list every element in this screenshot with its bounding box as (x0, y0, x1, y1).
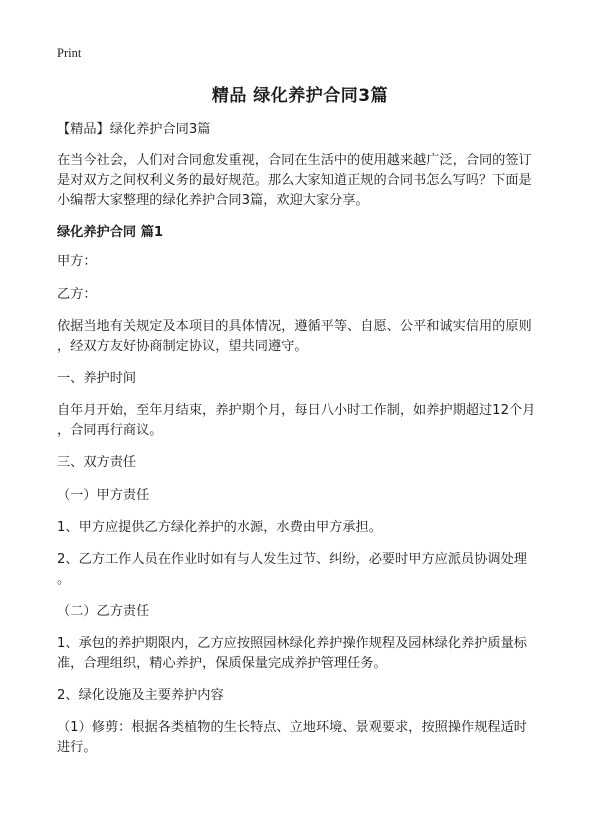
heading-party-a-resp: （一）甲方责任 (57, 488, 150, 503)
party-a-label: 甲方： (57, 254, 97, 269)
heading-period: 一、养护时间 (57, 371, 137, 386)
party-a-item-1: 1、甲方应提供乙方绿化养护的水源，水费由甲方承担。 (57, 520, 382, 535)
basis-line: 依据当地有关规定及本项目的具体情况，遵循平等、自愿、公平和诚实信用的原则 (57, 319, 532, 334)
period-line: ，合同再行商议。 (57, 423, 163, 438)
subtitle: 【精品】绿化养护合同3篇 (57, 122, 211, 137)
basis-line: ，经双方友好协商制定协议，望共同遵守。 (57, 339, 308, 354)
heading-responsibility: 三、双方责任 (57, 455, 137, 470)
item-line: 准，合理组织，精心养护，保质保量完成养护管理任务。 (57, 656, 387, 671)
party-b-label: 乙方： (57, 287, 97, 302)
item-line: 进行。 (57, 740, 97, 755)
item-line: 。 (57, 572, 71, 587)
period-line: 自年月开始，至年月结束，养护期个月，每日八小时工作制，如养护期超过12个月 (57, 403, 536, 418)
page-title: 精品 绿化养护合同3篇 (211, 86, 389, 106)
print-label: Print (57, 46, 82, 60)
intro-line: 小编帮大家整理的绿化养护合同3篇，欢迎大家分享。 (57, 193, 369, 208)
party-b-item-2: 2、绿化设施及主要养护内容 (57, 688, 224, 703)
item-line: 1、承包的养护期限内，乙方应按照园林绿化养护操作规程及园林绿化养护质量标 (57, 636, 527, 651)
intro-line: 在当今社会，人们对合同愈发重视，合同在生活中的使用越来越广泛，合同的签订 (57, 153, 532, 168)
intro-line: 是对双方之间权利义务的最好规范。那么大家知道正规的合同书怎么写吗？下面是 (57, 173, 532, 188)
item-line: （1）修剪：根据各类植物的生长特点、立地环境、景观要求，按照操作规程适时 (57, 720, 527, 735)
section-heading: 绿化养护合同 篇1 (57, 225, 164, 240)
item-line: 2、乙方工作人员在作业时如有与人发生过节、纠纷，必要时甲方应派员协调处理 (57, 552, 527, 567)
heading-party-b-resp: （二）乙方责任 (57, 604, 150, 619)
